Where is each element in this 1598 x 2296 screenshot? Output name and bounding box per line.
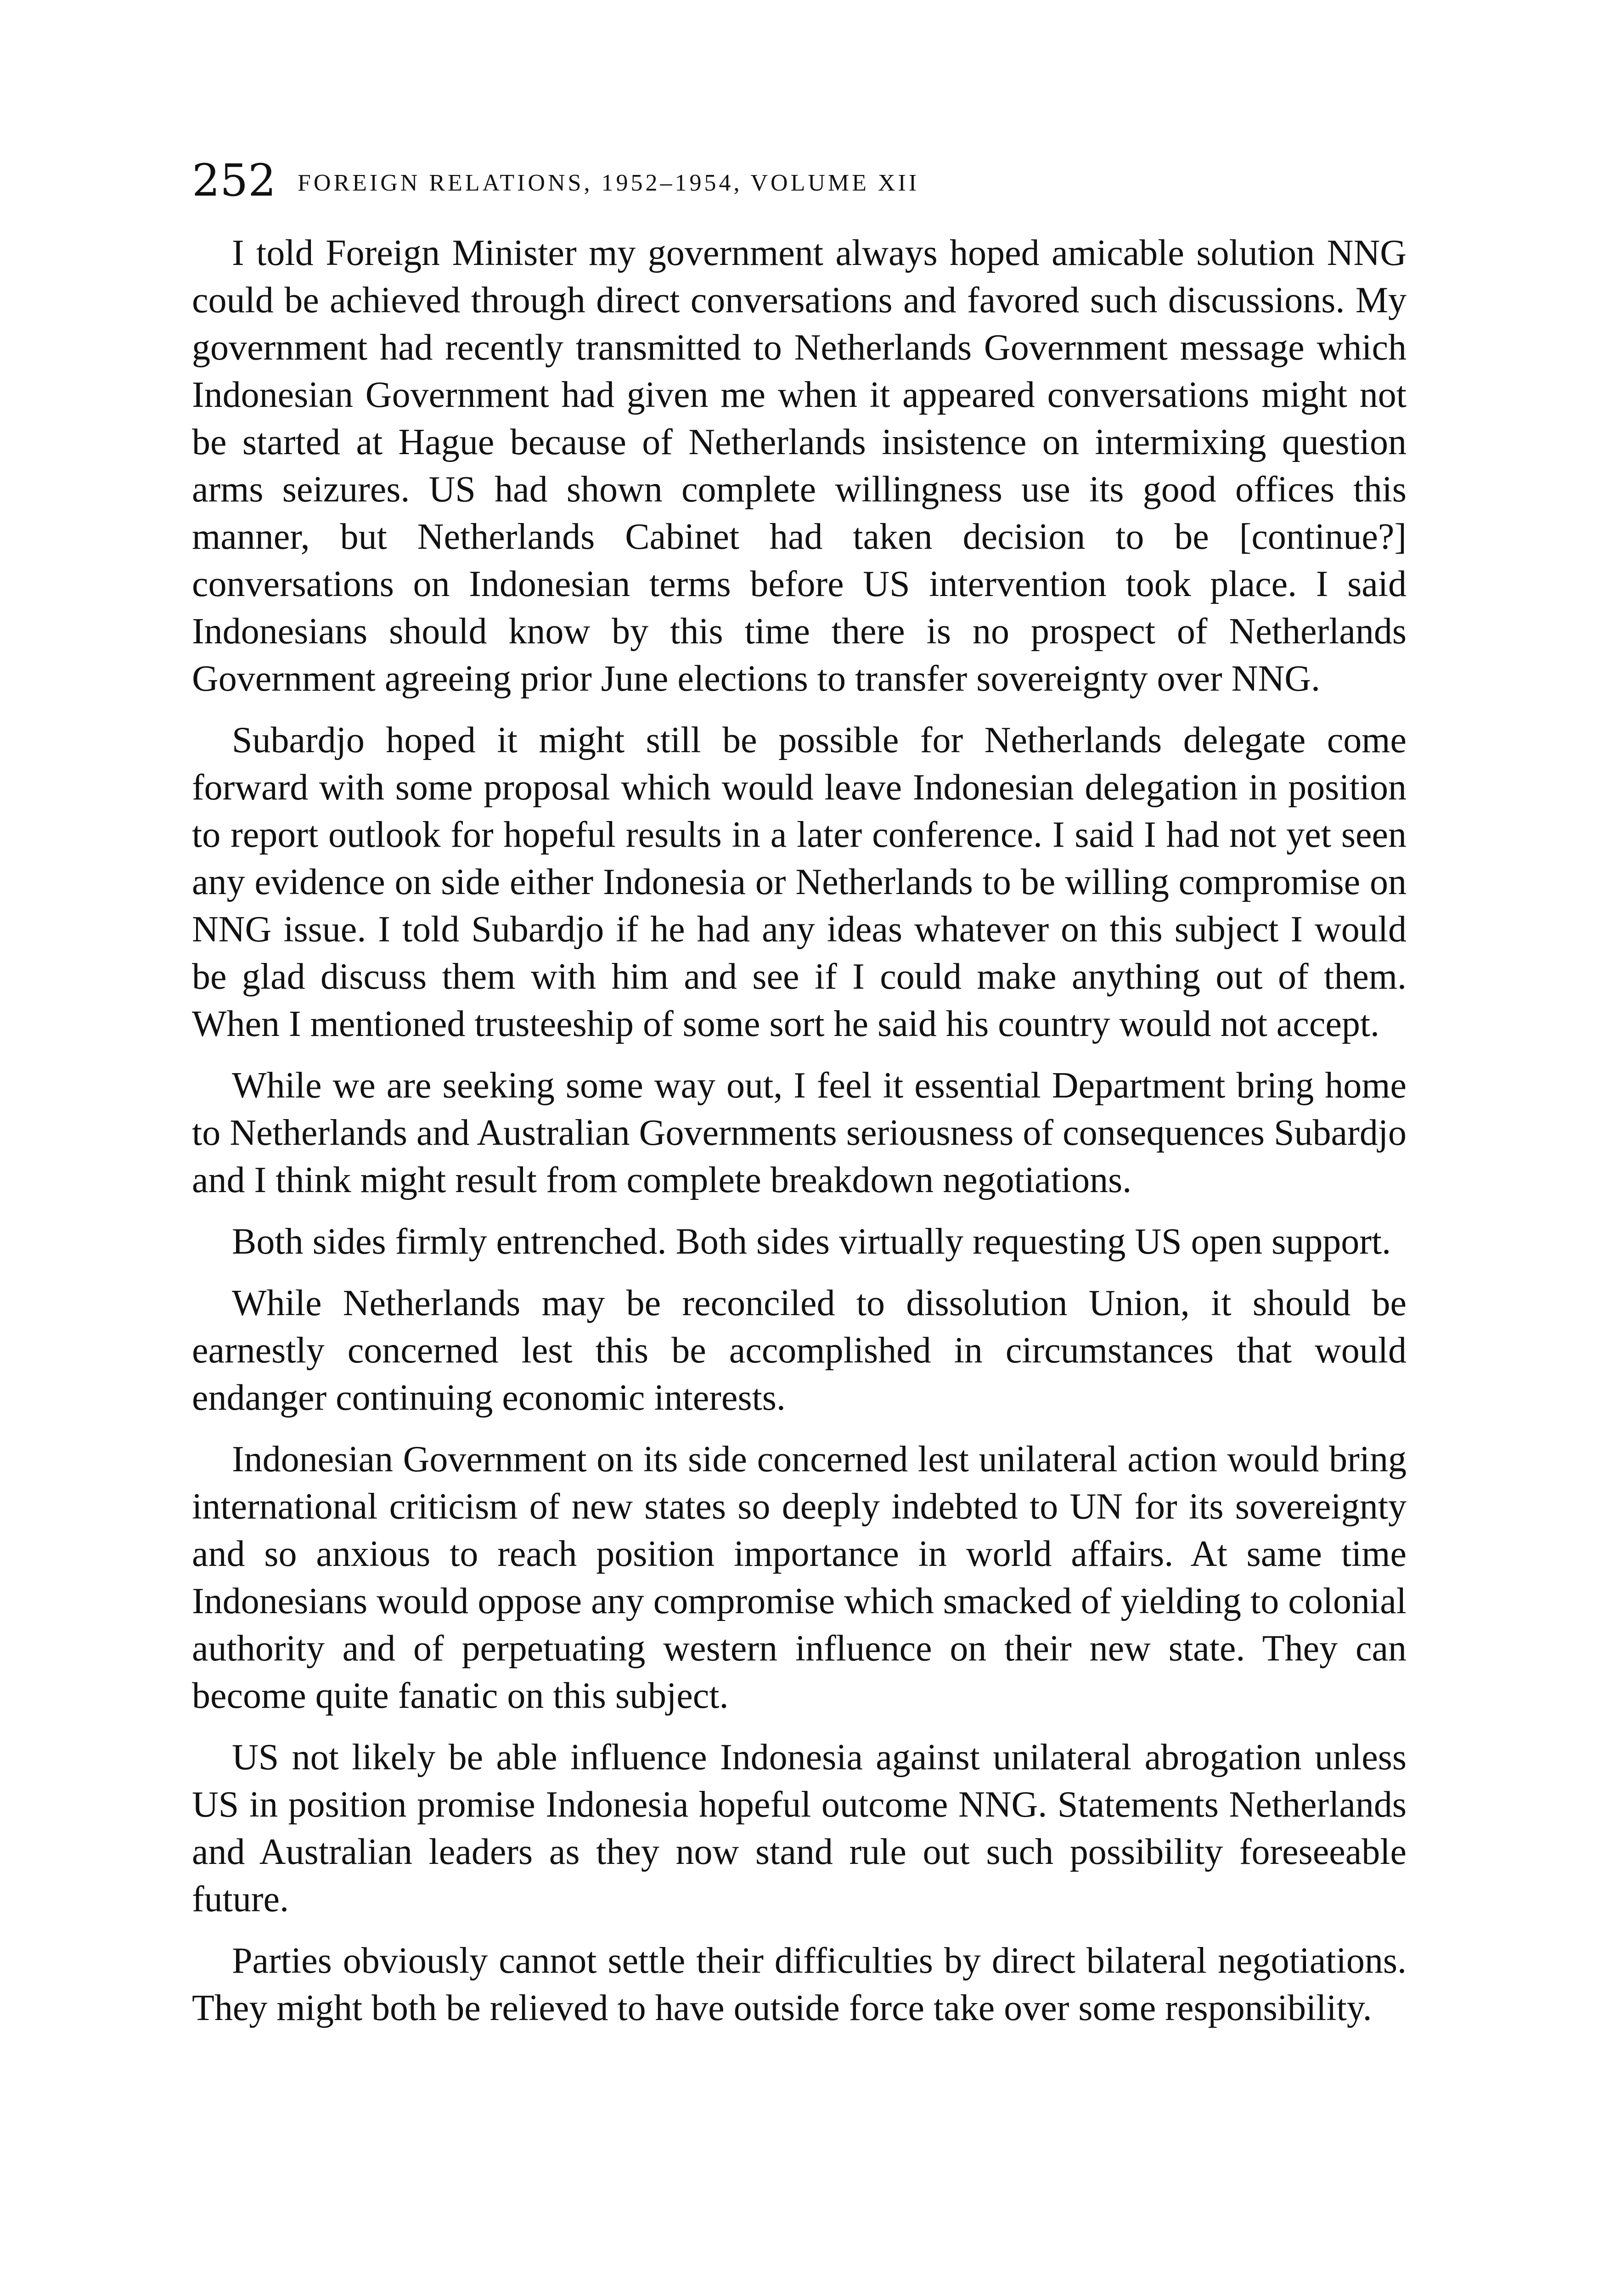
- paragraph: Parties obviously cannot settle their difficulties by direct bilateral negotiations. They might both be relieved to have outside force take over some responsibility.: [192, 1941, 1407, 2028]
- running-title: FOREIGN RELATIONS, 1952–1954, VOLUME XII: [298, 170, 920, 196]
- page-number: 252: [192, 155, 276, 206]
- paragraph: Subardjo hoped it might still be possible for Netherlands delegate come forward with some proposal which would leave Indonesian delegation in position to report outlook for hopeful results in a later conference. I said I had not yet seen any evidence on side either Indonesia or Netherlands to be willing compromise on NNG issue. I told Subardjo if he had any ideas whatever on this subject I would be glad discuss them with him and see if I could make anything out of them. When I mentioned trusteeship of some sort he said his country would not accept.: [192, 720, 1407, 1044]
- running-head: [192, 155, 1407, 230]
- paragraph: I told Foreign Minister my government always hoped amicable solution NNG could be achieved through direct conversations and favored such discussions. My government had recently transmitted to Netherlands Government message which Indonesian Government had given me when it appeared conversations might not be started at Hague because of Netherlands insistence on intermixing question arms seizures. US had shown complete willingness use its good offices this manner, but Netherlands Cabinet had taken decision to be [continue?] conversations on Indonesian terms before US intervention took place. I said Indonesians should know by this time there is no prospect of Netherlands Government agreeing prior June elections to transfer sovereignty over NNG.: [192, 233, 1407, 699]
- paragraph: Indonesian Government on its side concerned lest unilateral action would bring international criticism of new states so deeply indebted to UN for its sovereignty and so anxious to reach position importance in world affairs. At same time Indonesians would oppose any compromise which smacked of yielding to colonial authority and of perpetuating western influence on their new state. They can become quite fanatic on this subject.: [192, 1439, 1407, 1716]
- paragraph: Both sides firmly entrenched. Both sides virtually requesting US open support.: [232, 1221, 1391, 1262]
- paragraph: While we are seeking some way out, I feel it essential Department bring home to Netherlands and Australian Governments seriousness of consequences Subardjo and I think might result from complete breakdown negotiations.: [192, 1065, 1407, 1200]
- paragraph: US not likely be able influence Indonesia against unilateral abrogation unless US in position promise Indonesia hopeful outcome NNG. Statements Netherlands and Australian leaders as they now stand rule out such possibility foreseeable future.: [192, 1737, 1407, 1919]
- paragraph: While Netherlands may be reconciled to dissolution Union, it should be earnestly concerned lest this be accomplished in circumstances that would endanger continuing economic interests.: [192, 1283, 1407, 1418]
- body-text: [192, 230, 1407, 2032]
